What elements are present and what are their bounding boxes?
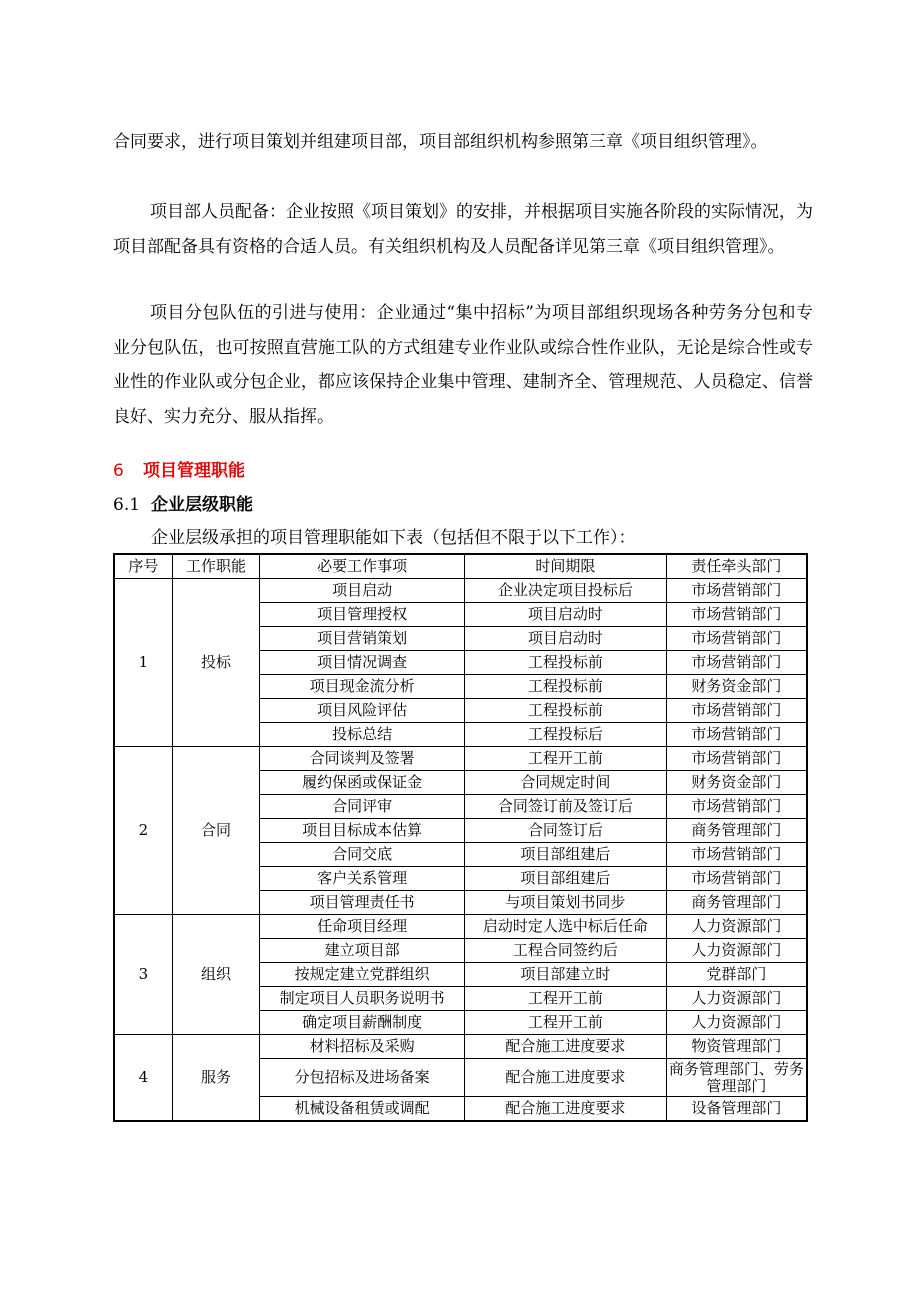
- cell-function: 合同: [172, 747, 260, 915]
- cell-task: 客户关系管理: [260, 867, 465, 891]
- paragraph-project-planning: 合同要求，进行项目策划并组建项目部，项目部组织机构参照第三章《项目组织管理》。: [113, 132, 768, 152]
- cell-deadline: 项目部建立时: [464, 963, 666, 987]
- cell-department: 市场营销部门: [666, 843, 807, 867]
- cell-task: 材料招标及采购: [260, 1035, 465, 1059]
- cell-task: 项目营销策划: [260, 627, 465, 651]
- cell-task: 制定项目人员职务说明书: [260, 987, 465, 1011]
- cell-task: 项目风险评估: [260, 699, 465, 723]
- paragraph-staffing: 项目部人员配备：企业按照《项目策划》的安排，并根据项目实施各阶段的实际情况，为项目部配备具有资格的合适人员。有关组织机构及人员配备详见第三章《项目组织管理》。: [113, 202, 813, 257]
- cell-task: 按规定建立党群组织: [260, 963, 465, 987]
- cell-deadline: 配合施工进度要求: [464, 1059, 666, 1097]
- header-deadline: 时间期限: [464, 554, 666, 579]
- cell-no: 4: [114, 1035, 172, 1122]
- cell-task: 项目管理授权: [260, 603, 465, 627]
- cell-deadline: 工程投标前: [464, 651, 666, 675]
- table-row: [114, 747, 807, 771]
- table-row: [114, 915, 807, 939]
- cell-deadline: 工程开工前: [464, 1011, 666, 1035]
- table-header-row: [114, 554, 807, 579]
- cell-deadline: 工程投标后: [464, 723, 666, 747]
- cell-task: 项目目标成本估算: [260, 819, 465, 843]
- cell-deadline: 启动时定人选中标后任命: [464, 915, 666, 939]
- cell-task: 项目现金流分析: [260, 675, 465, 699]
- cell-deadline: 合同规定时间: [464, 771, 666, 795]
- cell-department: 市场营销部门: [666, 747, 807, 771]
- cell-deadline: 合同签订前及签订后: [464, 795, 666, 819]
- cell-task: 任命项目经理: [260, 915, 465, 939]
- cell-department: 财务资金部门: [666, 771, 807, 795]
- header-no: 序号: [114, 554, 172, 579]
- cell-department: 人力资源部门: [666, 987, 807, 1011]
- header-department: 责任牵头部门: [666, 554, 807, 579]
- cell-function: 服务: [172, 1035, 260, 1122]
- cell-function: 组织: [172, 915, 260, 1035]
- section-6-1-title: 企业层级职能: [151, 495, 253, 515]
- section-6-heading: [113, 456, 245, 481]
- cell-department: 人力资源部门: [666, 939, 807, 963]
- cell-task: 项目管理责任书: [260, 891, 465, 915]
- section-6-title: 项目管理职能: [143, 461, 245, 481]
- cell-department: 党群部门: [666, 963, 807, 987]
- section-6-number: 6: [113, 461, 124, 481]
- cell-task: 合同谈判及签署: [260, 747, 465, 771]
- cell-department: 财务资金部门: [666, 675, 807, 699]
- cell-deadline: 工程开工前: [464, 987, 666, 1011]
- cell-task: 建立项目部: [260, 939, 465, 963]
- cell-task: 机械设备租赁或调配: [260, 1097, 465, 1122]
- cell-department: 市场营销部门: [666, 651, 807, 675]
- cell-department: 市场营销部门: [666, 699, 807, 723]
- cell-deadline: 工程投标前: [464, 699, 666, 723]
- cell-function: 投标: [172, 579, 260, 747]
- cell-task: 分包招标及进场备案: [260, 1059, 465, 1097]
- cell-deadline: 企业决定项目投标后: [464, 579, 666, 603]
- cell-deadline: 配合施工进度要求: [464, 1097, 666, 1122]
- cell-deadline: 项目部组建后: [464, 867, 666, 891]
- cell-department: 市场营销部门: [666, 867, 807, 891]
- table-row: [114, 1035, 807, 1059]
- cell-department: 市场营销部门: [666, 603, 807, 627]
- cell-deadline: 项目部组建后: [464, 843, 666, 867]
- cell-task: 合同评审: [260, 795, 465, 819]
- cell-task: 项目启动: [260, 579, 465, 603]
- cell-deadline: 工程合同签约后: [464, 939, 666, 963]
- cell-task: 项目情况调查: [260, 651, 465, 675]
- cell-task: 投标总结: [260, 723, 465, 747]
- cell-deadline: 合同签订后: [464, 819, 666, 843]
- table-row: [114, 579, 807, 603]
- section-6-1-number: 6.1: [113, 495, 141, 515]
- cell-department: 市场营销部门: [666, 795, 807, 819]
- cell-department: 商务管理部门: [666, 819, 807, 843]
- cell-deadline: 与项目策划书同步: [464, 891, 666, 915]
- functions-table: [113, 553, 808, 1122]
- cell-deadline: 项目启动时: [464, 627, 666, 651]
- cell-deadline: 工程投标前: [464, 675, 666, 699]
- cell-department: 设备管理部门: [666, 1097, 807, 1122]
- cell-no: 3: [114, 915, 172, 1035]
- cell-department: 人力资源部门: [666, 915, 807, 939]
- cell-department: 市场营销部门: [666, 627, 807, 651]
- cell-deadline: 项目启动时: [464, 603, 666, 627]
- cell-department: 市场营销部门: [666, 723, 807, 747]
- cell-task: 履约保函或保证金: [260, 771, 465, 795]
- cell-deadline: 工程开工前: [464, 747, 666, 771]
- section-6-1-heading: [113, 490, 253, 515]
- cell-department: 市场营销部门: [666, 579, 807, 603]
- cell-department: 商务管理部门: [666, 891, 807, 915]
- cell-task: 合同交底: [260, 843, 465, 867]
- header-task: 必要工作事项: [260, 554, 465, 579]
- cell-deadline: 配合施工进度要求: [464, 1035, 666, 1059]
- paragraph-subcontracting: 项目分包队伍的引进与使用：企业通过“集中招标”为项目部组织现场各种劳务分包和专业分包队伍，也可按照直营施工队的方式组建专业作业队或综合性作业队，无论是综合性或专业性的作业队或分包企业，都应该保持企业集中管理、建制齐全、管理规范、人员稳定、信誉良好、实力充分、服从指挥。: [113, 303, 813, 427]
- table-intro: 企业层级承担的项目管理职能如下表（包括但不限于以下工作）：: [151, 528, 636, 548]
- header-function: 工作职能: [172, 554, 260, 579]
- cell-department: 商务管理部门、劳务管理部门: [666, 1059, 807, 1097]
- cell-no: 1: [114, 579, 172, 747]
- cell-task: 确定项目薪酬制度: [260, 1011, 465, 1035]
- cell-department: 人力资源部门: [666, 1011, 807, 1035]
- cell-department: 物资管理部门: [666, 1035, 807, 1059]
- cell-no: 2: [114, 747, 172, 915]
